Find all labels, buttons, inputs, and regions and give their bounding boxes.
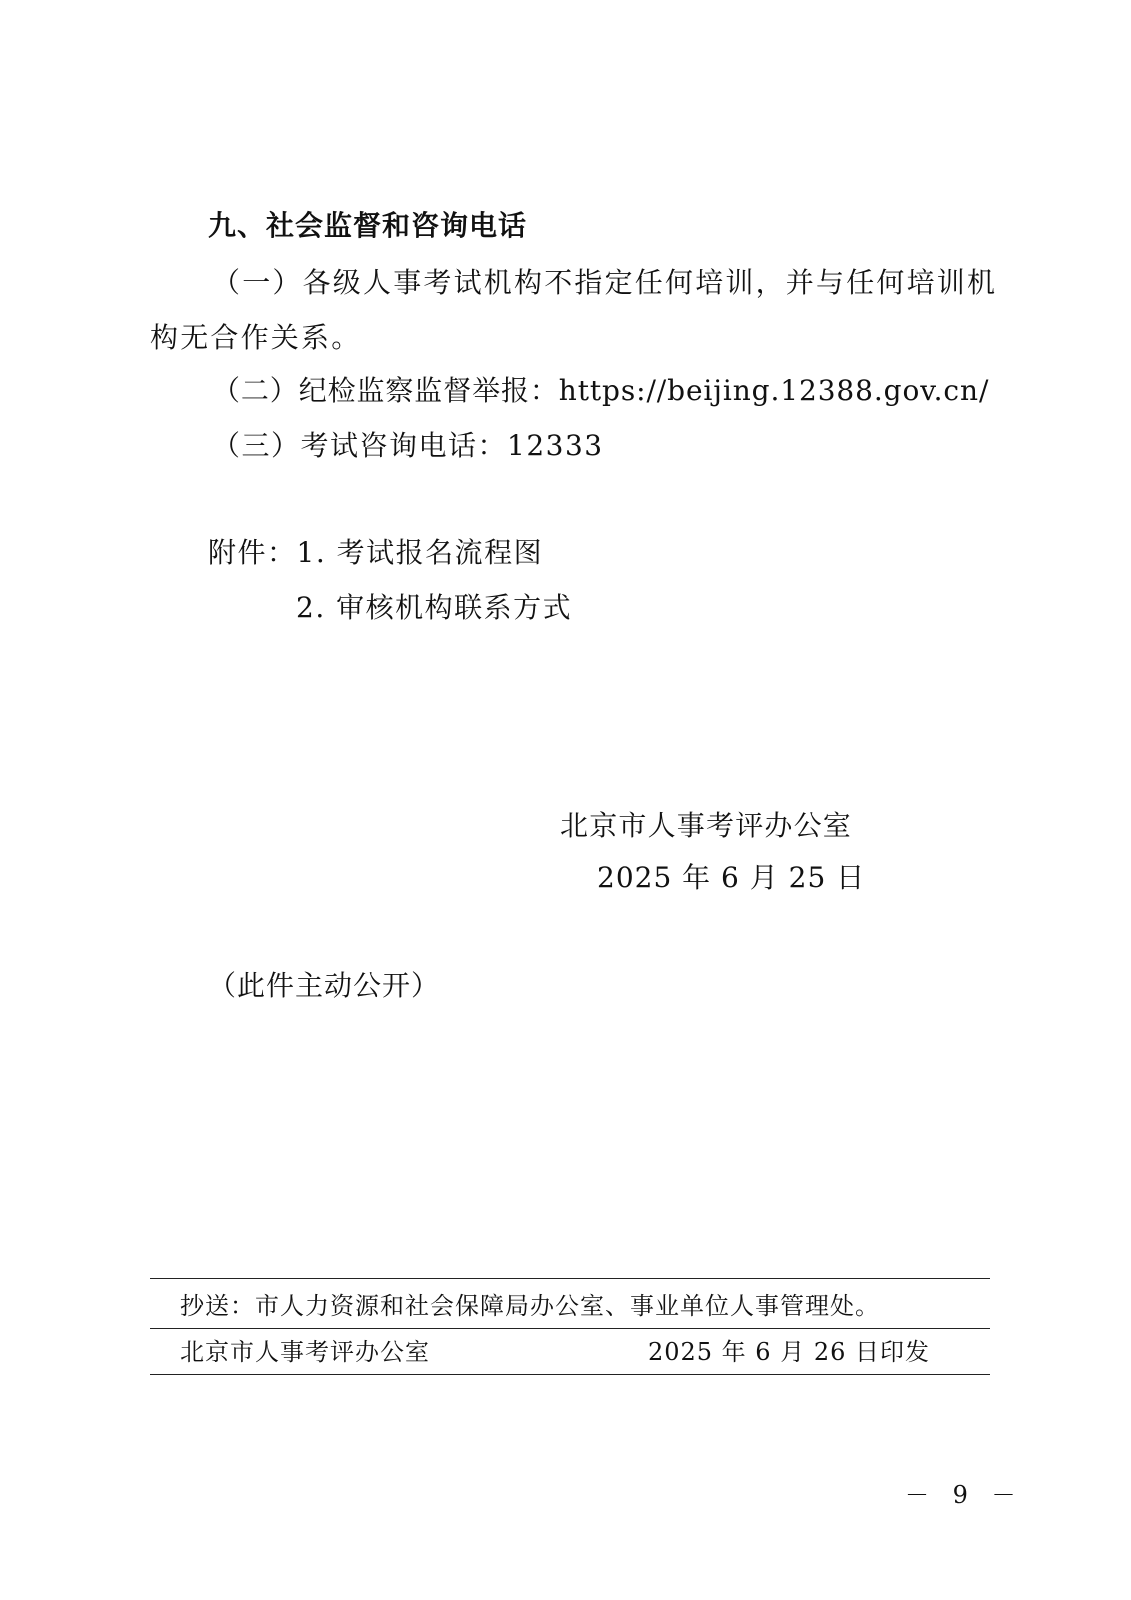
- attachment-line-2: 2. 审核机构联系方式: [296, 591, 573, 624]
- section-heading: 九、社会监督和咨询电话: [208, 209, 528, 242]
- signature-org: 北京市人事考评办公室: [560, 809, 853, 842]
- item-3-phone: （三）考试咨询电话：12333: [212, 429, 604, 462]
- footer-issue-row: [180, 1336, 930, 1368]
- footer-issue-date: 2025 年 6 月 26 日印发: [647, 1338, 930, 1366]
- footer-issuer: 北京市人事考评办公室: [180, 1338, 430, 1366]
- disclosure-note: （此件主动公开）: [208, 969, 441, 1002]
- footer-bottom-rule: [150, 1374, 990, 1375]
- item-1-line-1: （一）各级人事考试机构不指定任何培训，并与任何培训机: [212, 266, 998, 299]
- footer-top-rule: [150, 1278, 990, 1279]
- item-1-line-2: 构无合作关系。: [150, 321, 362, 354]
- item-2-report-link: （二）纪检监察监督举报：https://beijing.12388.gov.cn/: [212, 374, 990, 407]
- footer-cc: 抄送：市人力资源和社会保障局办公室、事业单位人事管理处。: [180, 1292, 880, 1320]
- attachment-line-1: 附件：1. 考试报名流程图: [208, 536, 544, 569]
- signature-date: 2025 年 6 月 25 日: [597, 861, 866, 894]
- footer-middle-rule: [150, 1328, 990, 1329]
- page-number: － 9 －: [905, 1481, 1024, 1509]
